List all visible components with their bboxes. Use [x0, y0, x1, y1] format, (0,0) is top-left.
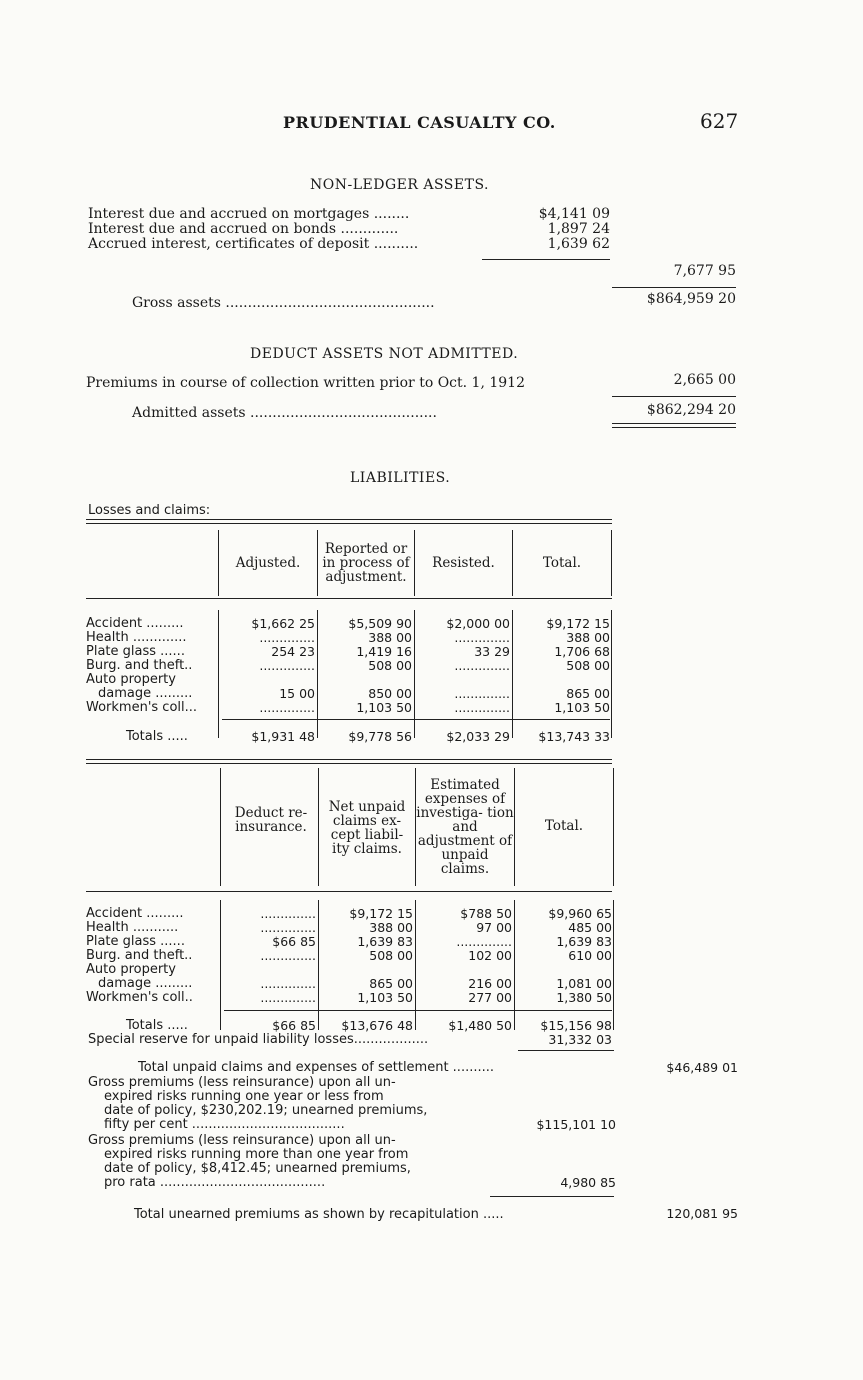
gross-premiums-1-line: expired risks running one year or less from	[104, 1089, 384, 1104]
deduct-heading: DEDUCT ASSETS NOT ADMITTED.	[250, 346, 519, 362]
total-unpaid-amount: $46,489 01	[666, 1060, 738, 1075]
row-label: Burg. and theft..	[86, 948, 193, 963]
gross-premiums-1-amount: $115,101 10	[536, 1117, 616, 1132]
gross-assets-label: Gross assets ...............................................	[132, 295, 435, 311]
cell: 865 00	[566, 686, 610, 701]
total-cell: $9,778 56	[348, 729, 412, 744]
admitted-assets-label: Admitted assets ..........................................	[132, 405, 437, 421]
cell: $5,509 90	[348, 616, 412, 631]
premiums-collection-amount: 2,665 00	[673, 372, 736, 388]
cell: ..............	[456, 934, 512, 949]
cell: $788 50	[460, 906, 512, 921]
cell: $9,172 15	[349, 906, 413, 921]
cell: ..............	[260, 906, 316, 921]
cell: 1,419 16	[356, 644, 412, 659]
cell: 1,103 50	[357, 990, 413, 1005]
column-header: Adjusted.	[235, 555, 301, 571]
cell: ..............	[454, 658, 510, 673]
row-label: Burg. and theft..	[86, 658, 193, 673]
cell: 277 00	[468, 990, 512, 1005]
gross-premiums-1-line: date of policy, $230,202.19; unearned premiums,	[104, 1103, 428, 1118]
total-cell: $2,033 29	[446, 729, 510, 744]
gross-premiums-2-line: pro rata ........................................	[104, 1175, 326, 1190]
rule	[612, 287, 736, 288]
row-label: Health ...........	[86, 920, 179, 935]
cell: 865 00	[369, 976, 413, 991]
total-unpaid-label: Total unpaid claims and expenses of settlement ..........	[138, 1060, 495, 1075]
cell: ..............	[454, 700, 510, 715]
cell: 388 00	[369, 920, 413, 935]
column-header: Total.	[542, 555, 582, 571]
double-rule	[612, 423, 736, 424]
gross-premiums-1-line: fifty per cent .....................................	[104, 1117, 345, 1132]
cell: 15 00	[279, 686, 315, 701]
gross-premiums-2-line: Gross premiums (less reinsurance) upon all un-	[88, 1133, 396, 1148]
row-label: Workmen's coll..	[86, 990, 193, 1005]
cell: 508 00	[566, 658, 610, 673]
cell: 1,103 50	[554, 700, 610, 715]
cell: 1,081 00	[556, 976, 612, 991]
gross-premiums-1-line: Gross premiums (less reinsurance) upon all un-	[88, 1075, 396, 1090]
total-cell: $1,931 48	[251, 729, 315, 744]
total-cell: $1,480 50	[448, 1018, 512, 1033]
total-unearned-amount: 120,081 95	[666, 1206, 738, 1221]
cell: 485 00	[568, 920, 612, 935]
cell: 388 00	[368, 630, 412, 645]
liabilities-heading: LIABILITIES.	[350, 470, 451, 486]
rule	[482, 259, 610, 260]
non-ledger-item-label: Interest due and accrued on mortgages ........	[88, 206, 410, 222]
total-cell: $13,743 33	[538, 729, 610, 744]
cell: 1,103 50	[356, 700, 412, 715]
gross-premiums-2-line: date of policy, $8,412.45; unearned premiums,	[104, 1161, 411, 1176]
cell: 610 00	[568, 948, 612, 963]
column-header: Reported or in process of adjustment.	[322, 541, 410, 585]
cell: $1,662 25	[251, 616, 315, 631]
cell: 1,380 50	[556, 990, 612, 1005]
column-header: Deduct re- insurance.	[234, 805, 308, 835]
totals-label: Totals .....	[126, 729, 188, 744]
premiums-collection-label: Premiums in course of collection written prior to Oct. 1, 1912	[86, 375, 525, 391]
cell: $2,000 00	[446, 616, 510, 631]
cell: ..............	[260, 920, 316, 935]
cell: ..............	[454, 686, 510, 701]
total-cell: $66 85	[272, 1018, 316, 1033]
non-ledger-item-label: Interest due and accrued on bonds .............	[88, 221, 399, 237]
cell: 97 00	[476, 920, 512, 935]
non-ledger-item-amount: 1,897 24	[547, 221, 610, 237]
row-label: damage .........	[98, 686, 193, 701]
rule	[490, 1196, 614, 1197]
total-cell: $15,156 98	[540, 1018, 612, 1033]
gross-premiums-2-amount: 4,980 85	[560, 1175, 616, 1190]
total-cell: $13,676 48	[341, 1018, 413, 1033]
cell: ..............	[260, 976, 316, 991]
cell: 254 23	[271, 644, 315, 659]
cell: 1,706 68	[554, 644, 610, 659]
cell: ..............	[259, 630, 315, 645]
row-label: Health .............	[86, 630, 187, 645]
cell: 508 00	[368, 658, 412, 673]
row-label: damage .........	[98, 976, 193, 991]
admitted-assets-amount: $862,294 20	[646, 402, 736, 418]
row-label: Workmen's coll...	[86, 700, 198, 715]
cell: $9,960 65	[548, 906, 612, 921]
non-ledger-item-amount: $4,141 09	[538, 206, 610, 222]
cell: 850 00	[368, 686, 412, 701]
non-ledger-heading: NON-LEDGER ASSETS.	[310, 177, 489, 193]
column-header: Total.	[544, 818, 584, 834]
non-ledger-total: 7,677 95	[673, 263, 736, 279]
cell: 216 00	[468, 976, 512, 991]
cell: 1,639 83	[357, 934, 413, 949]
rule	[612, 396, 736, 397]
cell: $9,172 15	[546, 616, 610, 631]
gross-assets-amount: $864,959 20	[646, 291, 736, 307]
cell: ..............	[259, 700, 315, 715]
row-label: Plate glass ......	[86, 644, 185, 659]
cell: ..............	[260, 948, 316, 963]
row-label: Accident .........	[86, 906, 184, 921]
gross-premiums-2-line: expired risks running more than one year from	[104, 1147, 409, 1162]
cell: ..............	[260, 990, 316, 1005]
cell: 508 00	[369, 948, 413, 963]
page-header-title: PRUDENTIAL CASUALTY CO.	[283, 113, 556, 132]
special-reserve-amount: 31,332 03	[548, 1032, 612, 1047]
column-header: Estimated expenses of investiga- tion and adjustment of unpaid claims.	[416, 777, 514, 877]
total-unearned-label: Total unearned premiums as shown by recapitulation .....	[134, 1207, 504, 1222]
cell: $66 85	[272, 934, 316, 949]
cell: 388 00	[566, 630, 610, 645]
cell: 33 29	[474, 644, 510, 659]
cell: ..............	[259, 658, 315, 673]
totals-label: Totals .....	[126, 1018, 188, 1033]
page-number: 627	[700, 109, 739, 133]
row-label: Auto property	[86, 672, 176, 687]
cell: 1,639 83	[556, 934, 612, 949]
column-header: Resisted.	[432, 555, 495, 571]
special-reserve-label: Special reserve for unpaid liability losses..................	[88, 1032, 429, 1047]
row-label: Accident .........	[86, 616, 184, 631]
cell: 102 00	[468, 948, 512, 963]
non-ledger-item-label: Accrued interest, certificates of deposit ..........	[88, 236, 419, 252]
double-rule	[612, 427, 736, 428]
non-ledger-item-amount: 1,639 62	[547, 236, 610, 252]
row-label: Auto property	[86, 962, 176, 977]
losses-claims-label: Losses and claims:	[88, 503, 211, 518]
row-label: Plate glass ......	[86, 934, 185, 949]
column-header: Net unpaid claims ex- cept liabil- ity claims.	[328, 799, 406, 857]
cell: ..............	[454, 630, 510, 645]
